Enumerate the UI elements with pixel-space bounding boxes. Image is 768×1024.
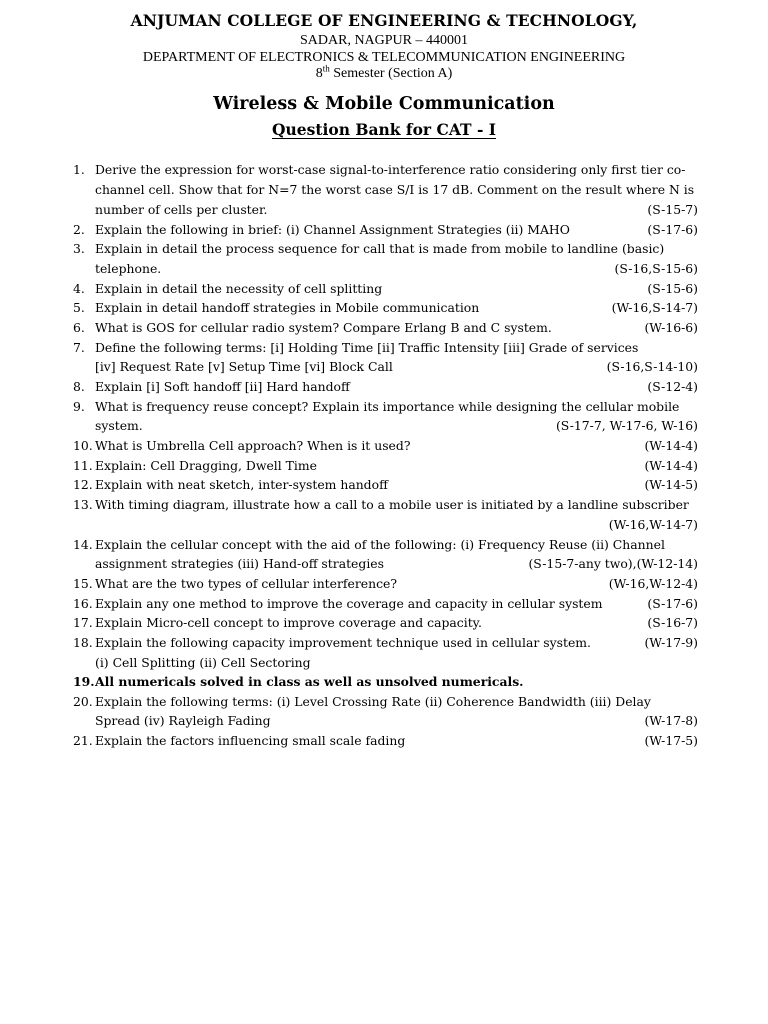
question-text-line: What is frequency reuse concept? Explain its importance while designing the cellular mobile	[95, 399, 680, 414]
exam-reference: (W-14-5)	[644, 477, 698, 492]
question-number: 11.	[73, 458, 93, 473]
question-text-line: Explain any one method to improve the coverage and capacity in cellular system	[95, 596, 603, 611]
exam-reference: (S-15-6)	[647, 281, 698, 296]
exam-reference: (S-16-7)	[647, 615, 698, 630]
question-number: 19.	[73, 674, 95, 689]
question-text-line: Explain the factors influencing small scale fading	[95, 733, 406, 748]
exam-reference: (S-16,S-14-10)	[606, 359, 698, 374]
question-text-line: number of cells per cluster.	[95, 202, 268, 217]
exam-reference: (W-17-9)	[644, 635, 698, 650]
question-number: 21.	[73, 733, 93, 748]
question-number: 7.	[73, 340, 85, 355]
exam-reference: (S-17-7, W-17-6, W-16)	[555, 418, 698, 433]
question-text-line: Explain the cellular concept with the aid of the following: (i) Frequency Reuse (ii) Channel	[95, 537, 665, 552]
question-text-line: Explain: Cell Dragging, Dwell Time	[95, 458, 317, 473]
question-number: 12.	[73, 477, 93, 492]
question-text-line: Explain in detail the process sequence for call that is made from mobile to landline (basic)	[95, 241, 665, 256]
exam-reference: (S-16,S-15-6)	[614, 261, 698, 276]
exam-reference: (S-15-7)	[647, 202, 698, 217]
semester-ordinal: th	[322, 63, 330, 74]
exam-reference: (W-16,W-14-7)	[608, 517, 698, 532]
question-text-line: system.	[95, 418, 143, 433]
exam-reference: (S-17-6)	[647, 222, 698, 237]
question-number: 14.	[73, 537, 93, 552]
question-text-line: Explain the following capacity improvement technique used in cellular system.	[95, 635, 591, 650]
question-text-line: What is GOS for cellular radio system? Compare Erlang B and C system.	[95, 320, 552, 335]
question-number: 6.	[73, 320, 85, 335]
question-bank-title	[0, 120, 768, 139]
question-text-line: All numericals solved in class as well as unsolved numericals.	[95, 674, 524, 689]
question-text-line: With timing diagram, illustrate how a call to a mobile user is initiated by a landline subscriber	[95, 497, 689, 512]
question-text-line: Explain [i] Soft handoff [ii] Hard handoff	[95, 379, 350, 394]
department-name: DEPARTMENT OF ELECTRONICS & TELECOMMUNICATION ENGINEERING	[142, 50, 626, 65]
college-name: ANJUMAN COLLEGE OF ENGINEERING & TECHNOLOGY,	[130, 11, 638, 30]
exam-reference: (W-14-4)	[644, 438, 698, 453]
question-text-line: Define the following terms: [i] Holding Time [ii] Traffic Intensity [iii] Grade of services	[95, 340, 639, 355]
question-number: 9.	[73, 399, 85, 414]
exam-reference: (W-16-6)	[644, 320, 698, 335]
exam-reference: (W-14-4)	[644, 458, 698, 473]
question-number: 2.	[73, 222, 85, 237]
question-text-line: Explain the following terms: (i) Level Crossing Rate (ii) Coherence Bandwidth (iii) Delay	[95, 694, 651, 709]
question-number: 10.	[73, 438, 93, 453]
exam-reference: (W-17-5)	[644, 733, 698, 748]
college-address: SADAR, NAGPUR – 440001	[299, 33, 469, 48]
question-text-line: [iv] Request Rate [v] Setup Time [vi] Block Call	[95, 359, 393, 374]
question-text-line: What are the two types of cellular interference?	[95, 576, 397, 591]
question-text-line: What is Umbrella Cell approach? When is it used?	[95, 438, 411, 453]
semester-line	[0, 63, 768, 82]
question-number: 13.	[73, 497, 93, 512]
question-text-line: telephone.	[95, 261, 162, 276]
exam-reference: (S-15-7-any two),(W-12-14)	[528, 556, 698, 571]
question-text-line: Explain with neat sketch, inter-system handoff	[95, 477, 388, 492]
question-number: 20.	[73, 694, 93, 709]
question-number: 15.	[73, 576, 93, 591]
question-text-line: channel cell. Show that for N=7 the worst case S/I is 17 dB. Comment on the result where N is	[95, 182, 695, 197]
question-text-line: Explain Micro-cell concept to improve coverage and capacity.	[95, 615, 482, 630]
exam-reference: (W-16,W-12-4)	[608, 576, 698, 591]
semester-section: Semester (Section A)	[329, 66, 453, 81]
question-number: 18.	[73, 635, 93, 650]
question-text-line: Derive the expression for worst-case signal-to-interference ratio considering only first tier co-	[95, 162, 686, 177]
question-number: 4.	[73, 281, 85, 296]
exam-reference: (S-17-6)	[647, 596, 698, 611]
question-number: 5.	[73, 300, 85, 315]
question-text-line: (i) Cell Splitting (ii) Cell Sectoring	[95, 655, 311, 670]
question-bank-title-text: Question Bank for CAT - I	[271, 120, 497, 139]
exam-reference: (S-12-4)	[647, 379, 698, 394]
exam-reference: (W-17-8)	[644, 713, 698, 728]
subject-title: Wireless & Mobile Communication	[213, 94, 555, 114]
question-text-line: Explain in detail handoff strategies in Mobile communication	[95, 300, 480, 315]
exam-reference: (W-16,S-14-7)	[611, 300, 698, 315]
semester-number: 8	[315, 66, 323, 81]
question-text-line: Explain the following in brief: (i) Channel Assignment Strategies (ii) MAHO	[95, 222, 570, 237]
question-text-line: assignment strategies (iii) Hand-off strategies	[95, 556, 384, 571]
question-text-line: Spread (iv) Rayleigh Fading	[95, 713, 271, 728]
question-number: 17.	[73, 615, 93, 630]
question-number: 3.	[73, 241, 85, 256]
question-text-line: Explain in detail the necessity of cell splitting	[95, 281, 383, 296]
question-number: 1.	[73, 162, 85, 177]
question-number: 8.	[73, 379, 85, 394]
question-number: 16.	[73, 596, 93, 611]
